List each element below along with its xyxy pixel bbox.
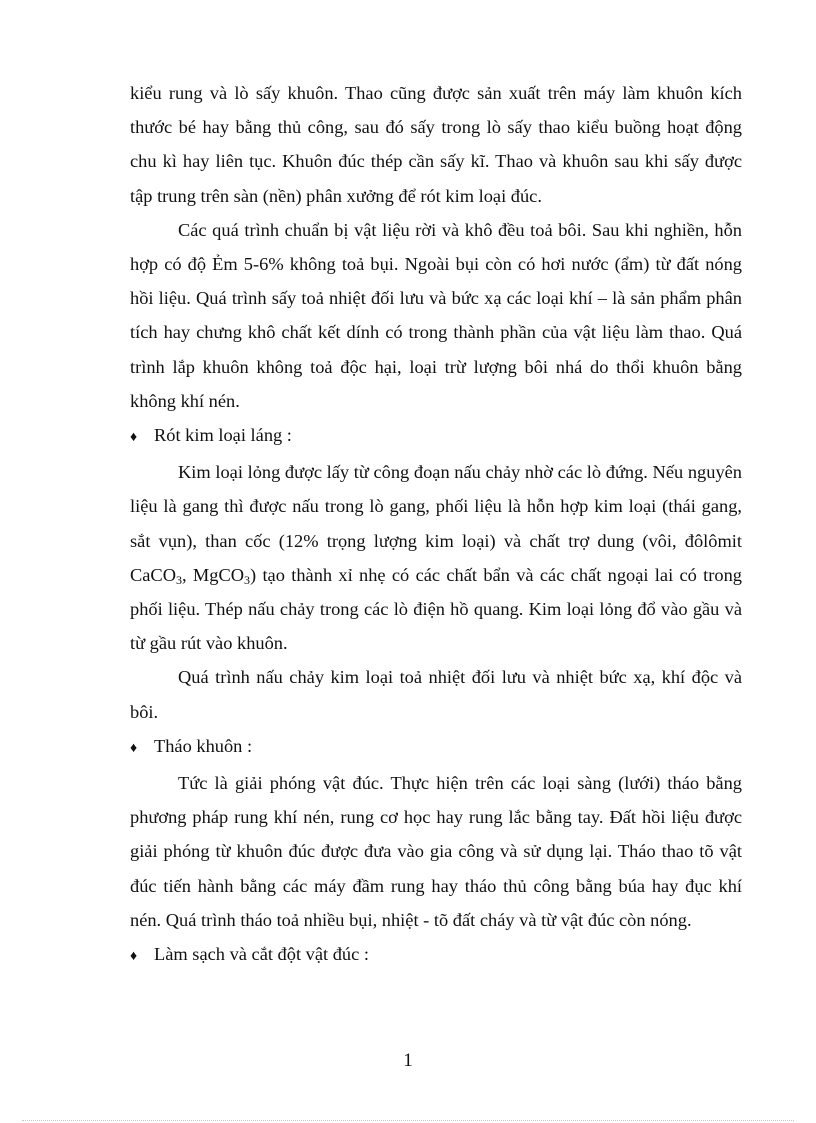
section-heading-knockout bbox=[130, 729, 742, 766]
diamond-bullet-icon: ♦ bbox=[130, 740, 138, 756]
paragraph-knockout: Tức là giải phóng vật đúc. Thực hiện trên các loại sàng (lưới) tháo bằng phương pháp rung khí nén, rung cơ học hay rung lắc bằng tay. Đất hồi liệu được giải phóng từ khuôn đúc được đưa vào gia công và sử dụng lại. Tháo thao tõ vật đúc tiến hành bằng các máy đầm rung hay tháo thủ công bằng búa hay đục khí nén. Quá trình tháo toả nhiều bụi, nhiệt - tõ đất cháy và từ vật đúc còn nóng. bbox=[130, 773, 742, 930]
heading-text: Rót kim loại láng : bbox=[154, 425, 292, 446]
page-body bbox=[130, 76, 742, 974]
heading-text: Tháo khuôn : bbox=[154, 735, 253, 756]
paragraph-molten-metal bbox=[130, 455, 742, 660]
subscript: 3 bbox=[175, 572, 182, 587]
section-heading-cleaning bbox=[130, 937, 742, 974]
text-segment: Kim loại lỏng được lấy từ công đoạn nấu chảy nhờ các lò đứng. Nếu nguyên liệu là gang thì được nấu trong lò gang, phối liệu là hỗn hợp kim loại (thái gang, sắt vụn), than cốc (12% trọng lượng kim loại) và chất trợ dung (vôi, đôlômit CaCO bbox=[130, 462, 742, 585]
text-segment: ) tạo thành xỉ nhẹ có các chất bẩn và các chất ngoại lai có trong phối liệu. Thép nấu chảy trong các lò điện hồ quang. Kim loại lỏng đổ vào gầu và từ gầu rút vào khuôn. bbox=[130, 564, 742, 654]
heading-text: Làm sạch và cắt đột vật đúc : bbox=[154, 944, 369, 965]
text-segment: , MgCO bbox=[181, 564, 244, 585]
section-heading-pouring bbox=[130, 418, 742, 455]
paragraph-dust-emission: Các quá trình chuẩn bị vật liệu rời và khô đều toả bôi. Sau khi nghiền, hỗn hợp có độ Ẻm 5-6% không toả bụi. Ngoài bụi còn có hơi nước (ẩm) từ đất nóng hồi liệu. Quá trình sấy toả nhiệt đối lưu và bức xạ các loại khí – là sản phẩm phân tích hay chưng khô chất kết dính có trong thành phần của vật liệu làm thao. Quá trình lắp khuôn không toả độc hại, loại trừ lượng bôi nhá do thổi khuôn bằng không khí nén. bbox=[130, 219, 742, 411]
paragraph-continuation: kiểu rung và lò sấy khuôn. Thao cũng được sản xuất trên máy làm khuôn kích thước bé hay bằng thủ công, sau đó sấy trong lò sấy thao kiểu buồng hoạt động chu kì hay liên tục. Khuôn đúc thép cần sấy kĩ. Thao và khuôn sau khi sấy được tập trung trên sàn (nền) phân xưởng để rót kim loại đúc. bbox=[130, 83, 742, 206]
footer-divider bbox=[22, 1120, 794, 1121]
diamond-bullet-icon: ♦ bbox=[130, 430, 138, 446]
subscript: 3 bbox=[244, 572, 250, 587]
diamond-bullet-icon: ♦ bbox=[130, 949, 138, 965]
paragraph-melting-emission: Quá trình nấu chảy kim loại toả nhiệt đối lưu và nhiệt bức xạ, khí độc và bôi. bbox=[130, 667, 742, 722]
page-number: 1 bbox=[403, 1050, 413, 1071]
